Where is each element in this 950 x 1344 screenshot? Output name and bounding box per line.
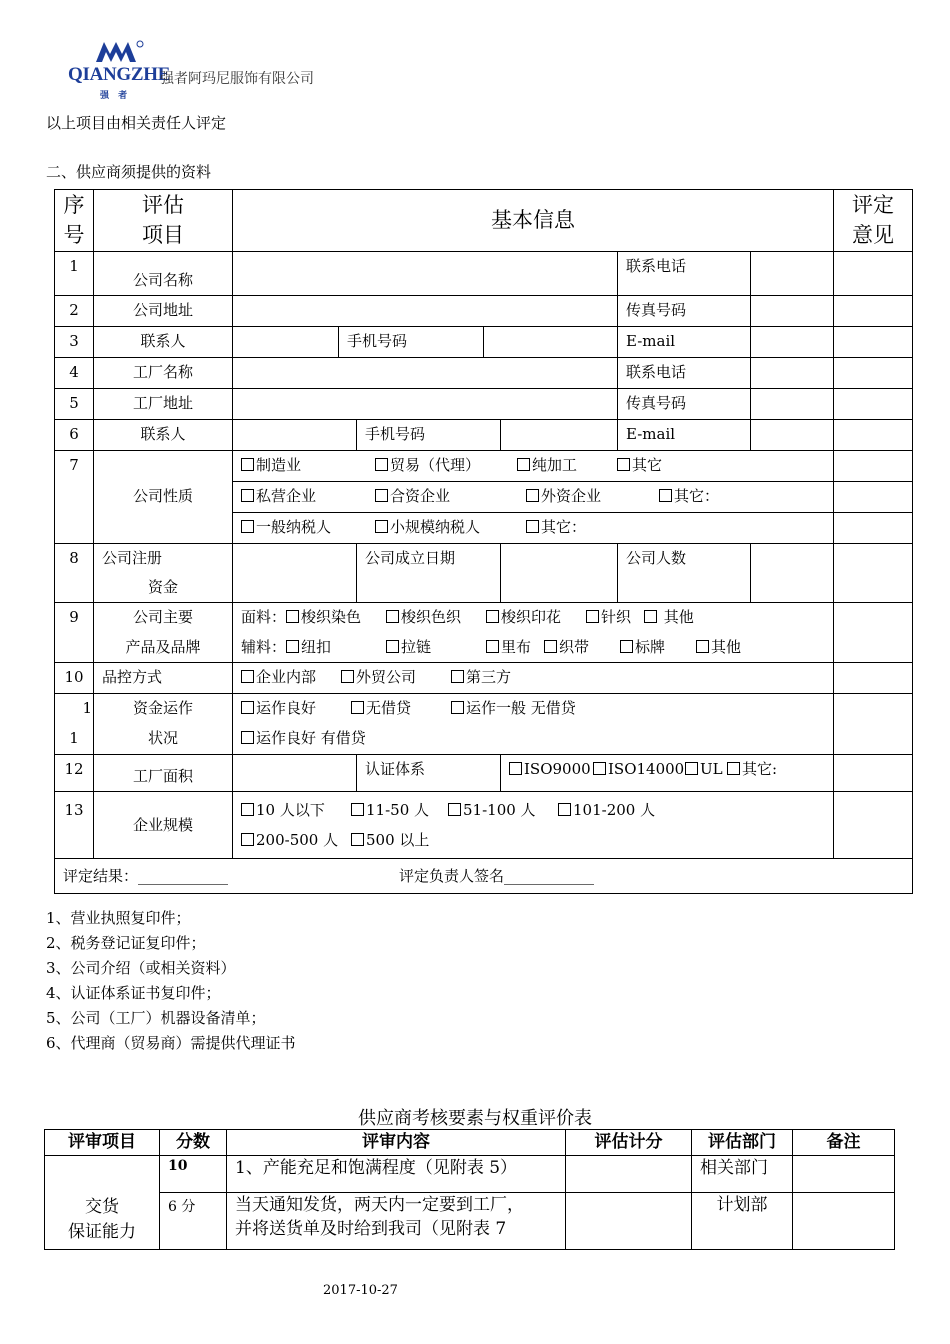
table-row: 12 工厂面积 认证体系 ISO9000 ISO14000 UL 其它: — [55, 755, 913, 792]
list-item: 5、公司（工厂）机器设备清单； — [46, 1009, 266, 1027]
checkbox[interactable] — [617, 458, 630, 471]
company-logo — [68, 40, 171, 102]
nature-options-line3: 一般纳税人 小规模纳税人 其它： — [233, 512, 834, 543]
scale-options-line2: 200-500 人 500 以上 — [241, 826, 833, 855]
registered-capital-field[interactable] — [233, 543, 357, 603]
employee-count-field[interactable] — [751, 543, 834, 603]
email-field[interactable] — [751, 326, 834, 357]
contact-field[interactable] — [233, 326, 339, 357]
checkbox[interactable] — [685, 762, 698, 775]
table-header-row: 评审项目 分数 评审内容 评估计分 评估部门 备注 — [45, 1130, 895, 1156]
checkbox[interactable] — [451, 701, 464, 714]
table-row: 3 联系人 手机号码 E-mail — [55, 326, 913, 357]
table-row: 8 公司注册 资金 公司成立日期 公司人数 — [55, 543, 913, 603]
nature-options-line1: 制造业 贸易（代理） 纯加工 其它 — [233, 450, 834, 481]
col-info-header: 基本信息 — [233, 190, 834, 252]
evaluation-table — [44, 1129, 895, 1250]
evaluation-footer-row — [55, 859, 913, 894]
checkbox[interactable] — [544, 640, 557, 653]
table-row: 5 工厂地址 传真号码 — [55, 388, 913, 419]
evaluator-signature[interactable]: 评定负责人签名____________ — [399, 866, 595, 885]
checkbox[interactable] — [351, 803, 364, 816]
table-row: 1 1 资金运作 状况 运作良好 无借贷 运作一般 无借贷 运作良好 有借贷 — [55, 694, 913, 755]
company-phone-field[interactable] — [751, 251, 834, 295]
checkbox[interactable] — [451, 670, 464, 683]
logo-mark-icon — [94, 40, 144, 64]
table-row: 10 品控方式 企业内部 外贸公司 第三方 — [55, 663, 913, 694]
checkbox[interactable] — [286, 640, 299, 653]
checkbox[interactable] — [241, 803, 254, 816]
col-opinion-header: 评定 意见 — [834, 190, 913, 252]
factory-contact-field[interactable] — [233, 419, 357, 450]
factory-area-field[interactable] — [233, 755, 357, 792]
table-row: 交货 保证能力 10 1、产能充足和饱满程度（见附表 5） 相关部门 — [45, 1155, 895, 1192]
checkbox[interactable] — [375, 458, 388, 471]
checkbox[interactable] — [526, 520, 539, 533]
checkbox[interactable] — [241, 701, 254, 714]
company-name-field[interactable] — [233, 251, 618, 295]
checkbox[interactable] — [620, 640, 633, 653]
checkbox[interactable] — [526, 489, 539, 502]
table-row: 6 分 当天通知发货，两天内一定要到工厂， 并将送货单及时给到我司（见附表 7 计划部 — [45, 1192, 895, 1249]
company-address-field[interactable] — [233, 295, 618, 326]
table-row: 2 公司地址 传真号码 — [55, 295, 913, 326]
col-item-header: 评估 项目 — [94, 190, 233, 252]
checkbox[interactable] — [696, 640, 709, 653]
table-row: 6 联系人 手机号码 E-mail — [55, 419, 913, 450]
table-row: 4 工厂名称 联系电话 — [55, 357, 913, 388]
logo-brand: QIANGZHE — [68, 64, 171, 85]
checkbox[interactable] — [558, 803, 571, 816]
funds-options-line2: 运作良好 有借贷 — [241, 724, 833, 753]
trim-options: 辅料： 纽扣 拉链 里布 织带 标牌 其他 — [241, 637, 742, 656]
logo-brand-cn: 强 者 — [100, 91, 131, 101]
evaluation-result[interactable]: 评定结果：____________ — [63, 866, 229, 885]
table-row: 13 企业规模 10 人以下 11-50 人 51-100 人 101-200 人 200-500 人 500 以上 — [55, 792, 913, 859]
checkbox[interactable] — [241, 670, 254, 683]
checkbox[interactable] — [375, 489, 388, 502]
checkbox[interactable] — [644, 610, 657, 623]
checkbox[interactable] — [241, 833, 254, 846]
checkbox[interactable] — [241, 520, 254, 533]
factory-name-field[interactable] — [233, 357, 618, 388]
supplier-info-table — [54, 189, 913, 894]
list-item: 1、营业执照复印件； — [46, 909, 191, 927]
checkbox[interactable] — [509, 762, 522, 775]
checkbox[interactable] — [351, 701, 364, 714]
company-name: 强者阿玛尼服饰有限公司 — [160, 71, 314, 87]
checkbox[interactable] — [386, 640, 399, 653]
funds-options-line1: 运作良好 无借贷 运作一般 无借贷 — [241, 694, 833, 723]
table-row: 1 公司名称 联系电话 — [55, 251, 913, 295]
factory-phone-field[interactable] — [751, 357, 834, 388]
company-fax-field[interactable] — [751, 295, 834, 326]
list-item: 6、代理商（贸易商）需提供代理证书 — [46, 1034, 296, 1052]
documents-list — [46, 906, 296, 1056]
cert-options: ISO9000 ISO14000 UL 其它: — [501, 755, 834, 792]
table-row: 7 公司性质 制造业 贸易（代理） 纯加工 其它 — [55, 450, 913, 481]
founding-date-field[interactable] — [501, 543, 618, 603]
checkbox[interactable] — [341, 670, 354, 683]
checkbox[interactable] — [241, 458, 254, 471]
mobile-field[interactable] — [484, 326, 618, 357]
checkbox[interactable] — [241, 731, 254, 744]
checkbox[interactable] — [241, 489, 254, 502]
checkbox[interactable] — [593, 762, 606, 775]
checkbox[interactable] — [286, 610, 299, 623]
checkbox[interactable] — [386, 610, 399, 623]
checkbox[interactable] — [486, 640, 499, 653]
table-row: 9 公司主要 产品及品牌 面料： 梭织染色 梭织色织 梭织印花 针织 其他 辅料： 纽扣 拉链 里布 织带 标牌 其他 — [55, 603, 913, 663]
list-item: 4、认证体系证书复印件； — [46, 984, 221, 1002]
intro-line: 以上项目由相关责任人评定 — [46, 114, 227, 132]
fabric-options: 面料： 梭织染色 梭织色织 梭织印花 针织 其他 — [241, 608, 694, 627]
scale-options-line1: 10 人以下 11-50 人 51-100 人 101-200 人 — [241, 796, 833, 825]
checkbox[interactable] — [517, 458, 530, 471]
checkbox[interactable] — [375, 520, 388, 533]
checkbox[interactable] — [659, 489, 672, 502]
checkbox[interactable] — [448, 803, 461, 816]
evaluation-table-title: 供应商考核要素与权重评价表 — [358, 1108, 592, 1129]
checkbox[interactable] — [486, 610, 499, 623]
list-item: 3、公司介绍（或相关资料） — [46, 959, 236, 977]
factory-address-field[interactable] — [233, 388, 618, 419]
list-item: 2、税务登记证复印件； — [46, 934, 206, 952]
checkbox[interactable] — [727, 762, 740, 775]
factory-email-field[interactable] — [751, 419, 834, 450]
nature-options-line2: 私营企业 合资企业 外资企业 其它： — [233, 481, 834, 512]
qc-options: 企业内部 外贸公司 第三方 — [233, 663, 834, 694]
checkbox[interactable] — [351, 833, 364, 846]
section-title: 二、供应商须提供的资料 — [46, 163, 212, 181]
col-seq-header: 序 号 — [55, 190, 94, 252]
table-header-row — [55, 190, 913, 252]
page-footer-date: 2017-10-27 — [323, 1283, 398, 1298]
factory-fax-field[interactable] — [751, 388, 834, 419]
factory-mobile-field[interactable] — [501, 419, 618, 450]
checkbox[interactable] — [586, 610, 599, 623]
